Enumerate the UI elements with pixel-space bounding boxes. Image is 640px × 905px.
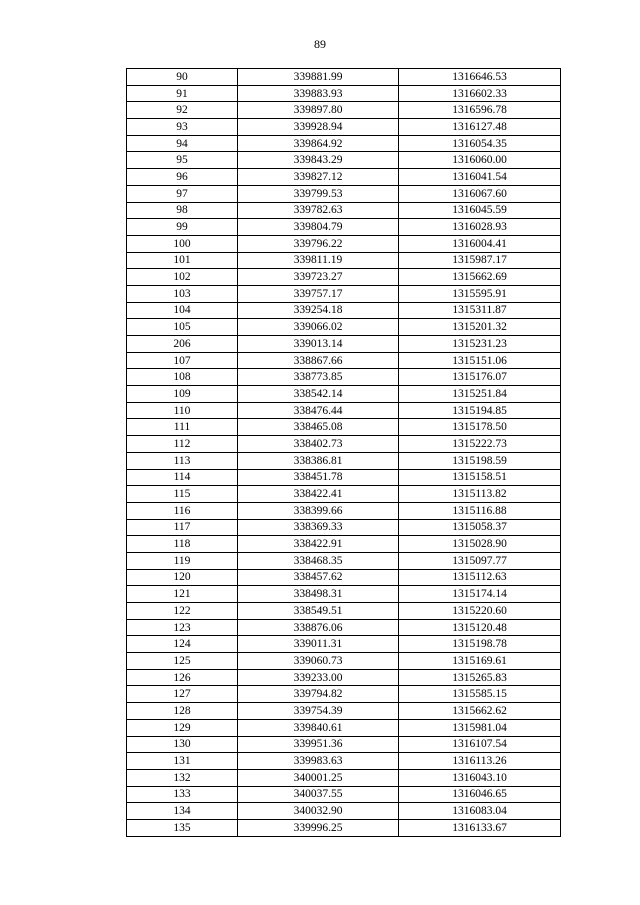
y-coordinate-cell: 1316045.59 — [399, 202, 561, 219]
table-row — [127, 569, 561, 586]
point-number-cell: 129 — [127, 719, 238, 736]
table-row — [127, 386, 561, 403]
x-coordinate-cell: 338476.44 — [238, 402, 399, 419]
x-coordinate-cell: 340032.90 — [238, 803, 399, 820]
y-coordinate-cell: 1316004.41 — [399, 235, 561, 252]
y-coordinate-cell: 1316060.00 — [399, 152, 561, 169]
x-coordinate-cell: 339757.17 — [238, 285, 399, 302]
table-row — [127, 419, 561, 436]
y-coordinate-cell: 1315151.06 — [399, 352, 561, 369]
table-row — [127, 769, 561, 786]
x-coordinate-cell: 340037.55 — [238, 786, 399, 803]
x-coordinate-cell: 339013.14 — [238, 336, 399, 353]
y-coordinate-cell: 1315158.51 — [399, 469, 561, 486]
table-row — [127, 336, 561, 353]
page-number: 89 — [314, 37, 326, 51]
x-coordinate-cell: 338867.66 — [238, 352, 399, 369]
table-row — [127, 135, 561, 152]
y-coordinate-cell: 1316043.10 — [399, 769, 561, 786]
point-number-cell: 90 — [127, 69, 238, 86]
y-coordinate-cell: 1316107.54 — [399, 736, 561, 753]
x-coordinate-cell: 339233.00 — [238, 669, 399, 686]
x-coordinate-cell: 338422.41 — [238, 486, 399, 503]
x-coordinate-cell: 339723.27 — [238, 269, 399, 286]
y-coordinate-cell: 1316133.67 — [399, 819, 561, 836]
point-number-cell: 130 — [127, 736, 238, 753]
table-row — [127, 119, 561, 136]
point-number-cell: 99 — [127, 219, 238, 236]
x-coordinate-cell: 338542.14 — [238, 386, 399, 403]
y-coordinate-cell: 1315231.23 — [399, 336, 561, 353]
x-coordinate-cell: 339843.29 — [238, 152, 399, 169]
point-number-cell: 120 — [127, 569, 238, 586]
table-row — [127, 369, 561, 386]
y-coordinate-cell: 1315595.91 — [399, 285, 561, 302]
x-coordinate-cell: 339796.22 — [238, 235, 399, 252]
x-coordinate-cell: 339794.82 — [238, 686, 399, 703]
y-coordinate-cell: 1315112.63 — [399, 569, 561, 586]
table-row — [127, 302, 561, 319]
table-row — [127, 519, 561, 536]
point-number-cell: 107 — [127, 352, 238, 369]
x-coordinate-cell: 338465.08 — [238, 419, 399, 436]
y-coordinate-cell: 1315174.14 — [399, 586, 561, 603]
y-coordinate-cell: 1315981.04 — [399, 719, 561, 736]
y-coordinate-cell: 1315198.78 — [399, 636, 561, 653]
x-coordinate-cell: 339066.02 — [238, 319, 399, 336]
y-coordinate-cell: 1315201.32 — [399, 319, 561, 336]
x-coordinate-cell: 339827.12 — [238, 169, 399, 186]
x-coordinate-cell: 339928.94 — [238, 119, 399, 136]
y-coordinate-cell: 1315265.83 — [399, 669, 561, 686]
point-number-cell: 110 — [127, 402, 238, 419]
y-coordinate-cell: 1316113.26 — [399, 753, 561, 770]
y-coordinate-cell: 1315058.37 — [399, 519, 561, 536]
x-coordinate-cell: 339811.19 — [238, 252, 399, 269]
y-coordinate-cell: 1316054.35 — [399, 135, 561, 152]
point-number-cell: 125 — [127, 653, 238, 670]
x-coordinate-cell: 339983.63 — [238, 753, 399, 770]
x-coordinate-cell: 339897.80 — [238, 102, 399, 119]
y-coordinate-cell: 1315251.84 — [399, 386, 561, 403]
y-coordinate-cell: 1315311.87 — [399, 302, 561, 319]
y-coordinate-cell: 1316028.93 — [399, 219, 561, 236]
x-coordinate-cell: 339799.53 — [238, 185, 399, 202]
point-number-cell: 118 — [127, 536, 238, 553]
table-row — [127, 502, 561, 519]
y-coordinate-cell: 1315169.61 — [399, 653, 561, 670]
table-row — [127, 285, 561, 302]
x-coordinate-cell: 338549.51 — [238, 603, 399, 620]
table-row — [127, 202, 561, 219]
y-coordinate-cell: 1316067.60 — [399, 185, 561, 202]
point-number-cell: 115 — [127, 486, 238, 503]
table-row — [127, 703, 561, 720]
table-row — [127, 653, 561, 670]
y-coordinate-cell: 1316127.48 — [399, 119, 561, 136]
table-row — [127, 436, 561, 453]
y-coordinate-cell: 1315178.50 — [399, 419, 561, 436]
point-number-cell: 116 — [127, 502, 238, 519]
table-row — [127, 452, 561, 469]
x-coordinate-cell: 338468.35 — [238, 552, 399, 569]
x-coordinate-cell: 339881.99 — [238, 69, 399, 86]
table-row — [127, 219, 561, 236]
table-row — [127, 686, 561, 703]
point-number-cell: 112 — [127, 436, 238, 453]
y-coordinate-cell: 1316083.04 — [399, 803, 561, 820]
y-coordinate-cell: 1315987.17 — [399, 252, 561, 269]
point-number-cell: 117 — [127, 519, 238, 536]
table-row — [127, 319, 561, 336]
table-row — [127, 786, 561, 803]
point-number-cell: 124 — [127, 636, 238, 653]
point-number-cell: 135 — [127, 819, 238, 836]
table-row — [127, 669, 561, 686]
y-coordinate-cell: 1316646.53 — [399, 69, 561, 86]
table-row — [127, 469, 561, 486]
table-row — [127, 619, 561, 636]
point-number-cell: 133 — [127, 786, 238, 803]
x-coordinate-cell: 338451.78 — [238, 469, 399, 486]
point-number-cell: 119 — [127, 552, 238, 569]
x-coordinate-cell: 338402.73 — [238, 436, 399, 453]
table-row — [127, 235, 561, 252]
y-coordinate-cell: 1316602.33 — [399, 85, 561, 102]
y-coordinate-cell: 1315220.60 — [399, 603, 561, 620]
y-coordinate-cell: 1315120.48 — [399, 619, 561, 636]
point-number-cell: 131 — [127, 753, 238, 770]
point-number-cell: 102 — [127, 269, 238, 286]
x-coordinate-cell: 338876.06 — [238, 619, 399, 636]
point-number-cell: 121 — [127, 586, 238, 603]
point-number-cell: 114 — [127, 469, 238, 486]
point-number-cell: 122 — [127, 603, 238, 620]
x-coordinate-cell: 339754.39 — [238, 703, 399, 720]
y-coordinate-cell: 1315222.73 — [399, 436, 561, 453]
x-coordinate-cell: 339011.31 — [238, 636, 399, 653]
y-coordinate-cell: 1315198.59 — [399, 452, 561, 469]
point-number-cell: 127 — [127, 686, 238, 703]
table-row — [127, 152, 561, 169]
point-number-cell: 97 — [127, 185, 238, 202]
coordinates-table-body — [127, 69, 561, 837]
point-number-cell: 123 — [127, 619, 238, 636]
point-number-cell: 113 — [127, 452, 238, 469]
point-number-cell: 128 — [127, 703, 238, 720]
point-number-cell: 108 — [127, 369, 238, 386]
x-coordinate-cell: 339864.92 — [238, 135, 399, 152]
point-number-cell: 92 — [127, 102, 238, 119]
x-coordinate-cell: 339996.25 — [238, 819, 399, 836]
x-coordinate-cell: 338399.66 — [238, 502, 399, 519]
point-number-cell: 134 — [127, 803, 238, 820]
table-row — [127, 803, 561, 820]
x-coordinate-cell: 338386.81 — [238, 452, 399, 469]
table-row — [127, 736, 561, 753]
table-row — [127, 185, 561, 202]
point-number-cell: 126 — [127, 669, 238, 686]
point-number-cell: 100 — [127, 235, 238, 252]
x-coordinate-cell: 338498.31 — [238, 586, 399, 603]
x-coordinate-cell: 338457.62 — [238, 569, 399, 586]
table-row — [127, 719, 561, 736]
coordinates-table — [126, 68, 561, 837]
y-coordinate-cell: 1315116.88 — [399, 502, 561, 519]
x-coordinate-cell: 338369.33 — [238, 519, 399, 536]
y-coordinate-cell: 1316046.65 — [399, 786, 561, 803]
table-row — [127, 252, 561, 269]
x-coordinate-cell: 340001.25 — [238, 769, 399, 786]
y-coordinate-cell: 1315113.82 — [399, 486, 561, 503]
point-number-cell: 111 — [127, 419, 238, 436]
table-row — [127, 636, 561, 653]
table-row — [127, 69, 561, 86]
table-row — [127, 552, 561, 569]
table-row — [127, 603, 561, 620]
table-row — [127, 819, 561, 836]
y-coordinate-cell: 1315176.07 — [399, 369, 561, 386]
point-number-cell: 94 — [127, 135, 238, 152]
y-coordinate-cell: 1315097.77 — [399, 552, 561, 569]
x-coordinate-cell: 339254.18 — [238, 302, 399, 319]
point-number-cell: 109 — [127, 386, 238, 403]
x-coordinate-cell: 339840.61 — [238, 719, 399, 736]
x-coordinate-cell: 338773.85 — [238, 369, 399, 386]
point-number-cell: 96 — [127, 169, 238, 186]
y-coordinate-cell: 1315662.62 — [399, 703, 561, 720]
point-number-cell: 101 — [127, 252, 238, 269]
point-number-cell: 93 — [127, 119, 238, 136]
point-number-cell: 95 — [127, 152, 238, 169]
table-row — [127, 486, 561, 503]
x-coordinate-cell: 339951.36 — [238, 736, 399, 753]
point-number-cell: 132 — [127, 769, 238, 786]
table-row — [127, 753, 561, 770]
table-row — [127, 102, 561, 119]
table-row — [127, 85, 561, 102]
y-coordinate-cell: 1315662.69 — [399, 269, 561, 286]
x-coordinate-cell: 339804.79 — [238, 219, 399, 236]
x-coordinate-cell: 338422.91 — [238, 536, 399, 553]
point-number-cell: 206 — [127, 336, 238, 353]
table-row — [127, 352, 561, 369]
table-row — [127, 402, 561, 419]
y-coordinate-cell: 1316041.54 — [399, 169, 561, 186]
point-number-cell: 98 — [127, 202, 238, 219]
y-coordinate-cell: 1315028.90 — [399, 536, 561, 553]
y-coordinate-cell: 1315585.15 — [399, 686, 561, 703]
x-coordinate-cell: 339883.93 — [238, 85, 399, 102]
point-number-cell: 104 — [127, 302, 238, 319]
point-number-cell: 105 — [127, 319, 238, 336]
y-coordinate-cell: 1316596.78 — [399, 102, 561, 119]
table-row — [127, 269, 561, 286]
x-coordinate-cell: 339060.73 — [238, 653, 399, 670]
table-row — [127, 169, 561, 186]
table-row — [127, 586, 561, 603]
point-number-cell: 91 — [127, 85, 238, 102]
y-coordinate-cell: 1315194.85 — [399, 402, 561, 419]
point-number-cell: 103 — [127, 285, 238, 302]
table-row — [127, 536, 561, 553]
x-coordinate-cell: 339782.63 — [238, 202, 399, 219]
